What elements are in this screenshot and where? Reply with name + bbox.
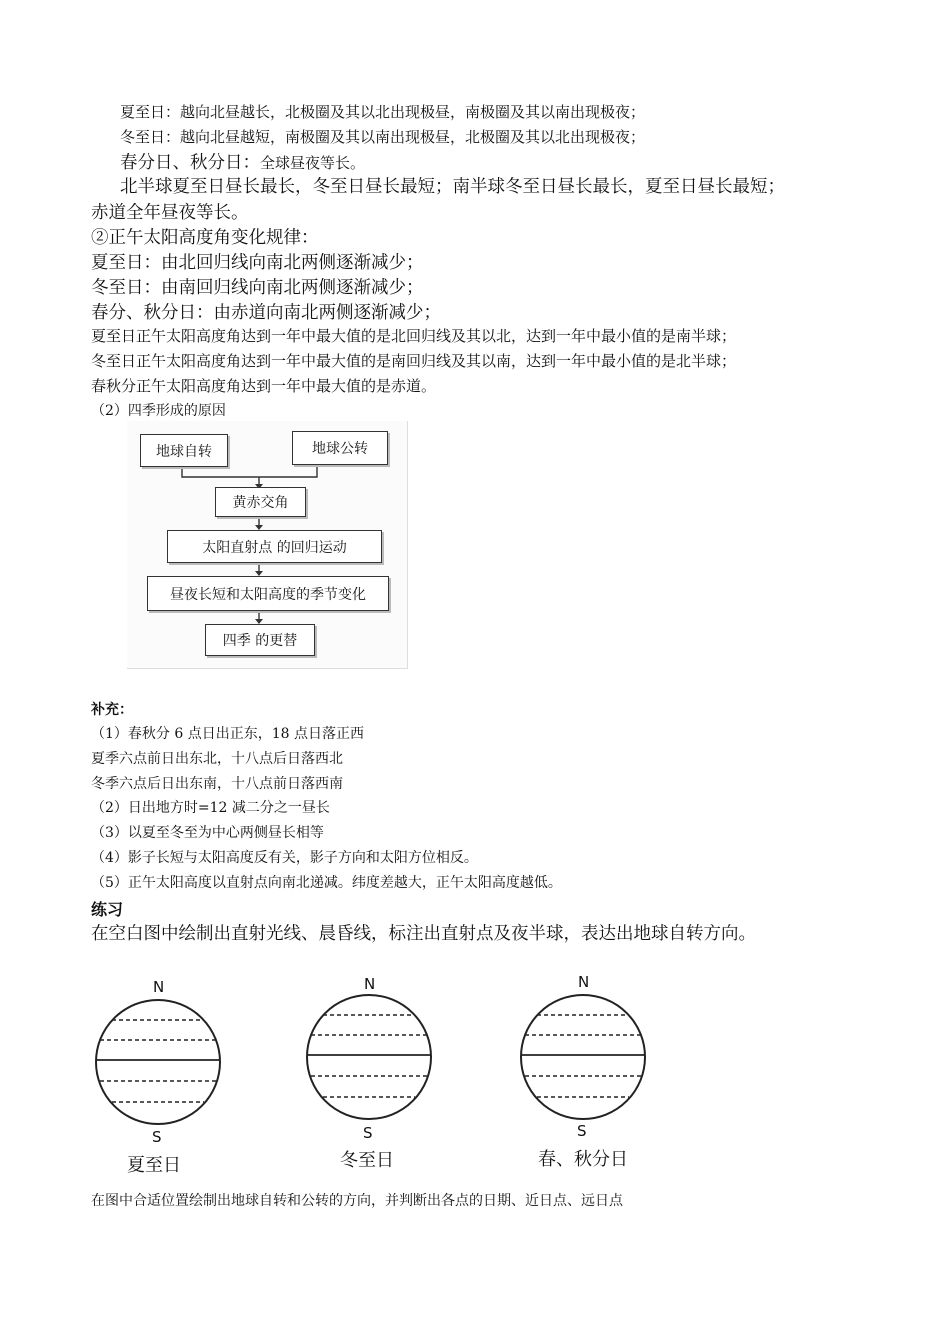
flow-seasonal-variation: 昼夜长短和太阳高度的季节变化 — [147, 576, 389, 611]
supplement-item: 冬季六点后日出东南，十八点前日落西南 — [91, 776, 343, 792]
equinox-daylength: 春分日、秋分日：全球昼夜等长。 — [120, 153, 366, 173]
flow-subsolar-migration: 太阳直射点 的回归运动 — [167, 530, 382, 563]
globe-winter-solstice[interactable] — [305, 993, 433, 1121]
globe-north-label: N — [153, 978, 165, 996]
globe-north-label: N — [364, 975, 376, 993]
globe-equinox[interactable] — [519, 993, 647, 1121]
supplement-item: （5）正午太阳高度以直射点向南北递减。纬度差越大，正午太阳高度越低。 — [91, 875, 562, 891]
supplement-item: 夏季六点前日出东北，十八点后日落西北 — [91, 751, 343, 767]
supplement-item: （1）春秋分 6 点日出正东，18 点日落正西 — [91, 726, 364, 742]
exercise-instruction: 在空白图中绘制出直射光线、晨昏线，标注出直射点及夜半球，表达出地球自转方向。 — [91, 924, 756, 944]
noon-note-2: 冬至日正午太阳高度角达到一年中最大值的是南回归线及其以南，达到一年中最小值的是北半球； — [91, 352, 737, 370]
globe-equinox-label: 春、秋分日 — [538, 1149, 628, 1170]
seasons-flowchart — [127, 421, 408, 669]
globe-south-label: S — [363, 1124, 373, 1142]
supplement-title: 补充： — [91, 702, 133, 718]
noon-note-3: 春秋分正午太阳高度角达到一年中最大值的是赤道。 — [91, 377, 437, 395]
globe-summer-solstice-label: 夏至日 — [127, 1155, 181, 1176]
globe-winter-solstice-label: 冬至日 — [340, 1150, 394, 1171]
flow-earth-revolution: 地球公转 — [292, 431, 388, 465]
noon-height-title: ②正午太阳高度角变化规律： — [91, 228, 319, 248]
noon-note-1: 夏至日正午太阳高度角达到一年中最大值的是北回归线及其以北，达到一年中最小值的是南半球； — [91, 327, 737, 345]
exercise-title: 练习 — [91, 900, 124, 919]
globe-summer-solstice[interactable] — [94, 998, 222, 1126]
flow-earth-rotation: 地球自转 — [140, 434, 228, 467]
hemisphere-daylength-line2: 赤道全年昼夜等长。 — [91, 203, 249, 223]
flow-obliquity: 黄赤交角 — [215, 487, 306, 517]
noon-equinox: 春分、秋分日：由赤道向南北两侧逐渐减少； — [91, 303, 441, 323]
noon-summer: 夏至日：由北回归线向南北两侧逐渐减少； — [91, 253, 424, 273]
summer-solstice-daylength: 夏至日：越向北昼越长，北极圈及其以北出现极昼，南极圈及其以南出现极夜； — [120, 103, 646, 121]
supplement-item: （2）日出地方时=12 减二分之一昼长 — [91, 800, 330, 816]
flow-season-alternation: 四季 的更替 — [205, 624, 315, 656]
noon-winter: 冬至日：由南回归线向南北两侧逐渐减少； — [91, 278, 424, 298]
globe-south-label: S — [152, 1128, 162, 1146]
hemisphere-daylength-line1: 北半球夏至日昼长最长，冬至日昼长最短；南半球冬至日昼长最长，夏至日昼长最短； — [120, 177, 785, 197]
seasons-heading: （2）四季形成的原因 — [91, 403, 226, 419]
supplement-item: （4）影子长短与太阳高度反有关，影子方向和太阳方位相反。 — [91, 850, 478, 866]
supplement-item: （3）以夏至冬至为中心两侧昼长相等 — [91, 825, 324, 841]
winter-solstice-daylength: 冬至日：越向北昼越短，南极圈及其以南出现极昼，北极圈及其以北出现极夜； — [120, 128, 646, 146]
globe-south-label: S — [577, 1122, 587, 1140]
exercise-footer: 在图中合适位置绘制出地球自转和公转的方向，并判断出各点的日期、近日点、远日点 — [91, 1193, 623, 1209]
globe-north-label: N — [578, 973, 590, 991]
